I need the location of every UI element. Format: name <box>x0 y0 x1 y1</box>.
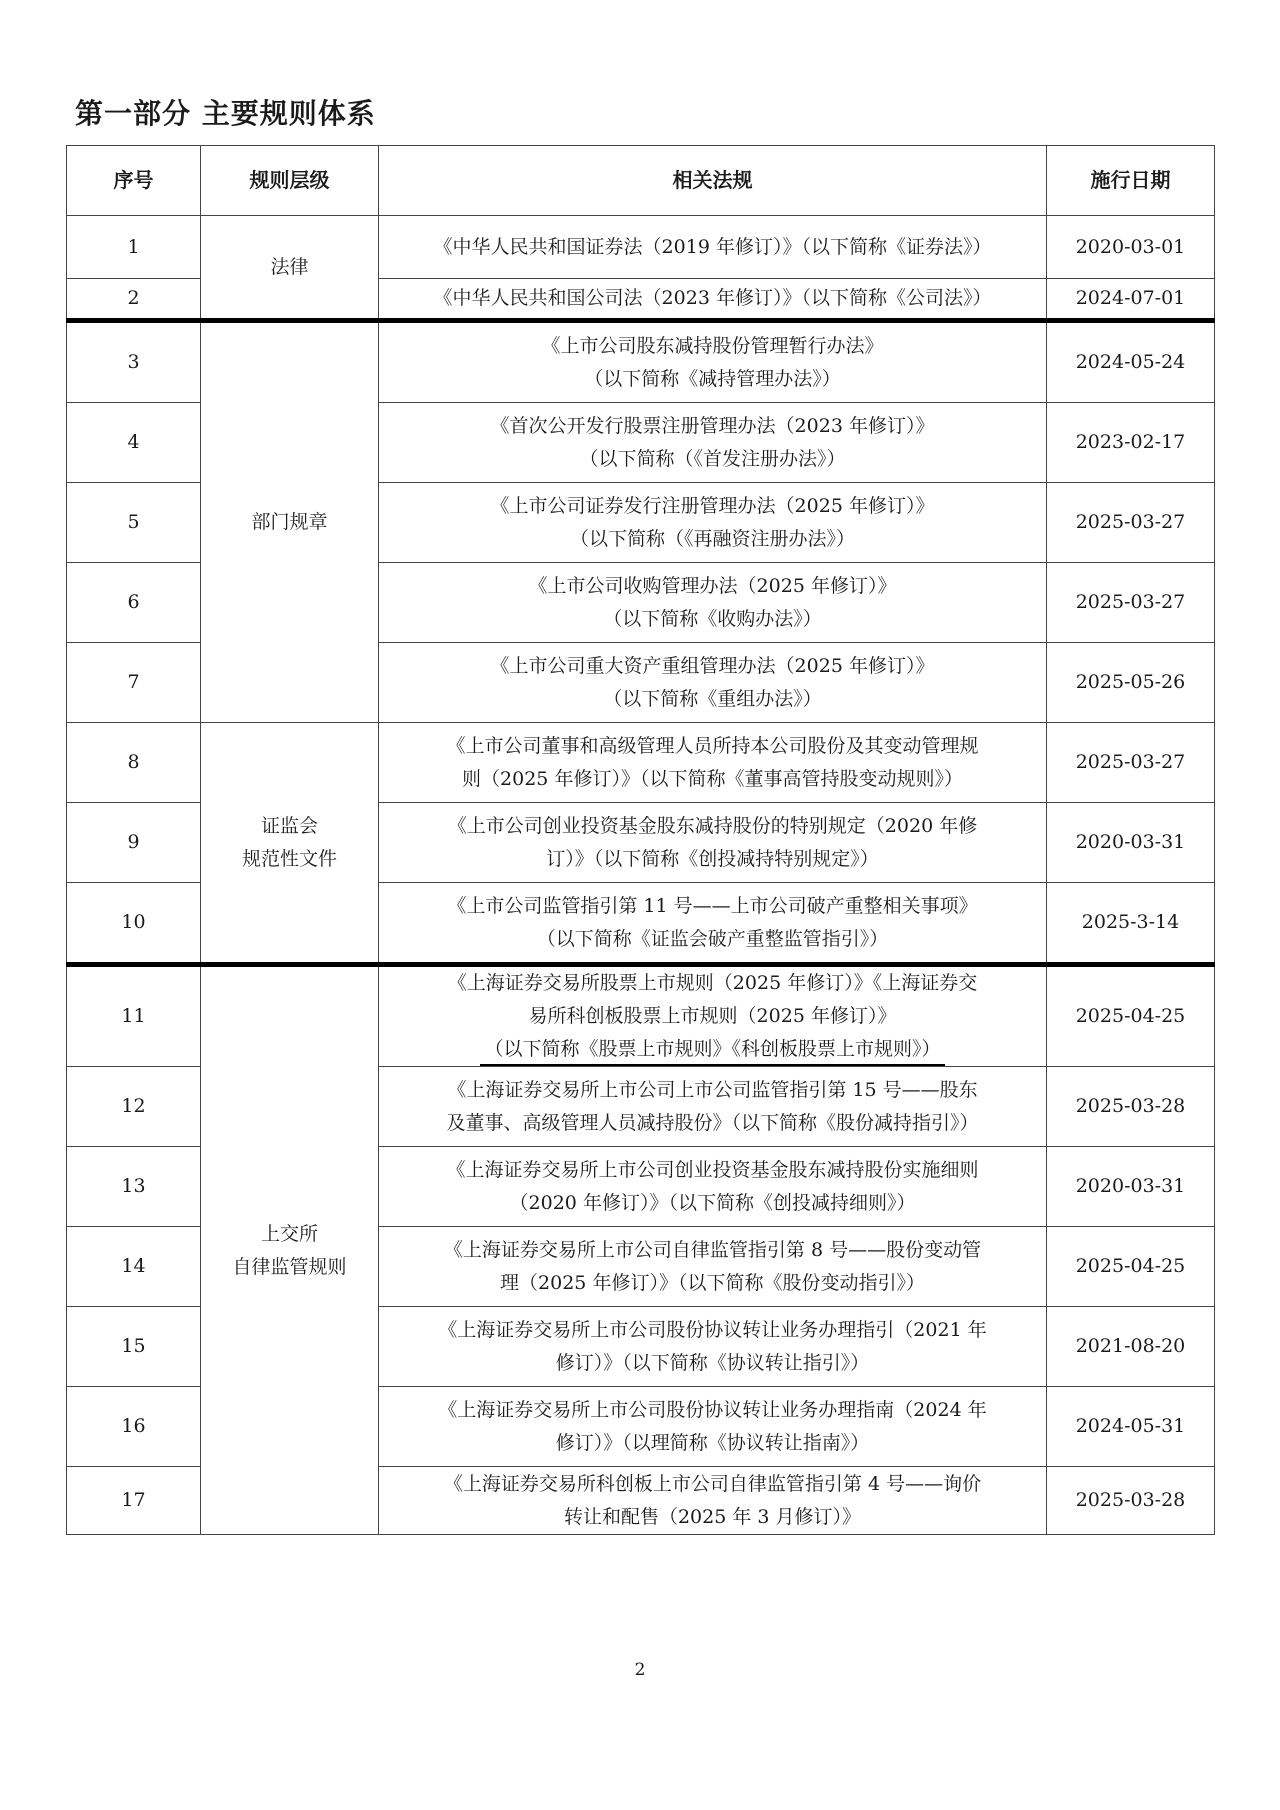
regulation-cell: 《中华人民共和国公司法（2023 年修订）》（以下简称《公司法》） <box>379 279 1047 321</box>
regulation-title: 《上海证券交易所股票上市规则（2025 年修订）》《上海证券交 易所科创板股票上市规则（2025 年修订）》 <box>447 972 978 1027</box>
row-number: 9 <box>67 803 201 883</box>
effective-date: 2025-03-27 <box>1047 723 1215 803</box>
regulation-cell: 《上市公司股东减持股份管理暂行办法》 （以下简称《减持管理办法》） <box>379 321 1047 403</box>
effective-date: 2024-05-31 <box>1047 1387 1215 1467</box>
row-number: 4 <box>67 403 201 483</box>
regulation-cell: 《中华人民共和国证券法（2019 年修订）》（以下简称《证券法》） <box>379 216 1047 279</box>
row-number: 2 <box>67 279 201 321</box>
regulation-cell: 《上海证券交易所上市公司股份协议转让业务办理指南（2024 年 修订）》（以理简称《协议转让指南》） <box>379 1387 1047 1467</box>
header-number: 序号 <box>67 146 201 216</box>
row-number: 17 <box>67 1467 201 1535</box>
table-header-row <box>67 146 1215 216</box>
row-number: 15 <box>67 1307 201 1387</box>
regulation-cell: 《上海证券交易所上市公司上市公司监管指引第 15 号——股东 及董事、高级管理人员减持股份》（以下简称《股份减持指引》） <box>379 1067 1047 1147</box>
effective-date: 2025-03-28 <box>1047 1067 1215 1147</box>
row-number: 3 <box>67 321 201 403</box>
regulation-cell: 《上市公司创业投资基金股东减持股份的特别规定（2020 年修 订）》（以下简称《创投减持特别规定》） <box>379 803 1047 883</box>
effective-date: 2025-05-26 <box>1047 643 1215 723</box>
regulation-cell: 《上市公司收购管理办法（2025 年修订）》 （以下简称《收购办法》） <box>379 563 1047 643</box>
group-cell-sse-self-regulatory-rules: 上交所 自律监管规则 <box>201 965 379 1535</box>
table-row <box>67 723 1215 803</box>
regulation-cell <box>379 965 1047 1067</box>
regulation-short-name: （以下简称《股票上市规则》《科创板股票上市规则》） <box>480 1034 944 1066</box>
regulation-cell: 《上海证券交易所上市公司创业投资基金股东减持股份实施细则 （2020 年修订）》（以下简称《创投减持细则》） <box>379 1147 1047 1227</box>
effective-date: 2025-04-25 <box>1047 965 1215 1067</box>
table-row <box>67 216 1215 279</box>
header-level: 规则层级 <box>201 146 379 216</box>
regulation-cell: 《上海证券交易所上市公司股份协议转让业务办理指引（2021 年 修订）》（以下简称《协议转让指引》） <box>379 1307 1047 1387</box>
row-number: 7 <box>67 643 201 723</box>
header-regulation: 相关法规 <box>379 146 1047 216</box>
row-number: 8 <box>67 723 201 803</box>
row-number: 12 <box>67 1067 201 1147</box>
group-cell-law: 法律 <box>201 216 379 321</box>
group-cell-csrc-normative-documents: 证监会 规范性文件 <box>201 723 379 965</box>
effective-date: 2021-08-20 <box>1047 1307 1215 1387</box>
effective-date: 2025-03-28 <box>1047 1467 1215 1535</box>
row-number: 16 <box>67 1387 201 1467</box>
row-number: 11 <box>67 965 201 1067</box>
effective-date: 2025-03-27 <box>1047 563 1215 643</box>
effective-date: 2020-03-31 <box>1047 803 1215 883</box>
page-title: 第一部分 主要规则体系 <box>75 97 376 130</box>
effective-date: 2025-3-14 <box>1047 883 1215 965</box>
regulation-cell: 《上海证券交易所上市公司自律监管指引第 8 号——股份变动管 理（2025 年修订）》（以下简称《股份变动指引》） <box>379 1227 1047 1307</box>
row-number: 13 <box>67 1147 201 1227</box>
effective-date: 2024-05-24 <box>1047 321 1215 403</box>
regulation-cell: 《上市公司监管指引第 11 号——上市公司破产重整相关事项》 （以下简称《证监会破产重整监管指引》） <box>379 883 1047 965</box>
regulation-cell: 《上市公司证券发行注册管理办法（2025 年修订）》 （以下简称（《再融资注册办法》） <box>379 483 1047 563</box>
regulation-cell: 《上市公司重大资产重组管理办法（2025 年修订）》 （以下简称《重组办法》） <box>379 643 1047 723</box>
effective-date: 2020-03-01 <box>1047 216 1215 279</box>
effective-date: 2025-03-27 <box>1047 483 1215 563</box>
table-row <box>67 965 1215 1067</box>
row-number: 14 <box>67 1227 201 1307</box>
regulation-cell: 《首次公开发行股票注册管理办法（2023 年修订）》 （以下简称（《首发注册办法》） <box>379 403 1047 483</box>
group-cell-department-rules: 部门规章 <box>201 321 379 723</box>
table-row <box>67 321 1215 403</box>
rules-table <box>66 145 1215 1535</box>
row-number: 10 <box>67 883 201 965</box>
effective-date: 2023-02-17 <box>1047 403 1215 483</box>
row-number: 1 <box>67 216 201 279</box>
row-number: 6 <box>67 563 201 643</box>
regulation-cell: 《上海证券交易所科创板上市公司自律监管指引第 4 号——询价 转让和配售（2025 年 3 月修订）》 <box>379 1467 1047 1535</box>
effective-date: 2025-04-25 <box>1047 1227 1215 1307</box>
regulation-cell: 《上市公司董事和高级管理人员所持本公司股份及其变动管理规 则（2025 年修订）》（以下简称《董事高管持股变动规则》） <box>379 723 1047 803</box>
effective-date: 2024-07-01 <box>1047 279 1215 321</box>
page-number: 2 <box>634 1660 646 1680</box>
effective-date: 2020-03-31 <box>1047 1147 1215 1227</box>
header-effective-date: 施行日期 <box>1047 146 1215 216</box>
row-number: 5 <box>67 483 201 563</box>
